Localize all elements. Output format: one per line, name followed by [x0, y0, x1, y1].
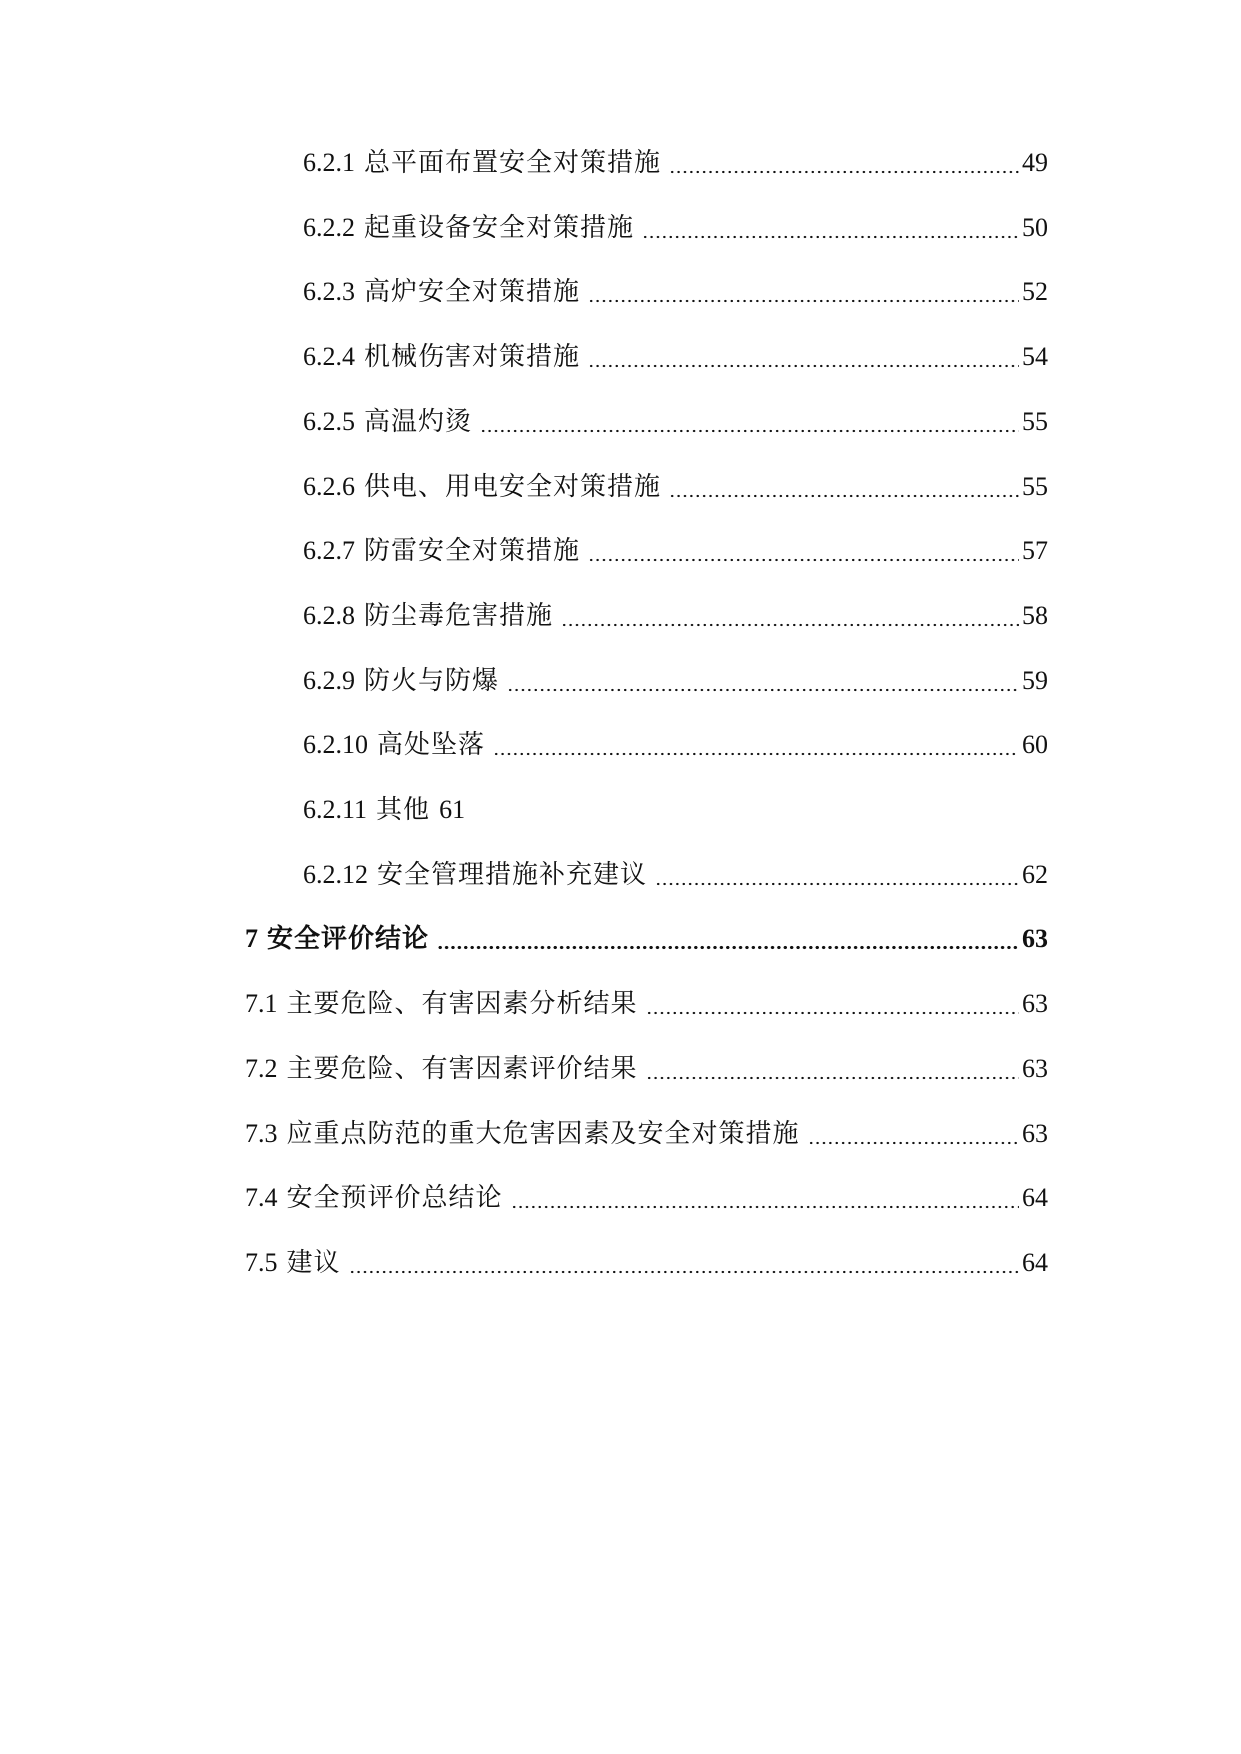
toc-entry-page-number: 57: [1022, 536, 1048, 566]
toc-entry-title: 建议: [286, 1247, 341, 1277]
toc-dot-leader: [480, 411, 1019, 433]
toc-entry-title: 安全管理措施补充建议: [377, 859, 648, 889]
toc-entry[interactable]: [303, 402, 1048, 442]
toc-entry-number: 6.2.12: [303, 859, 368, 889]
toc-entry[interactable]: [245, 919, 1048, 959]
toc-entry-number: 6.2.3: [303, 277, 355, 307]
toc-entry-page-number: 55: [1022, 471, 1048, 501]
toc-entry[interactable]: [245, 1243, 1048, 1283]
toc-entry-page-number: 64: [1022, 1183, 1048, 1213]
toc-entry[interactable]: [245, 1178, 1048, 1218]
toc-entry-number: 7.3: [245, 1118, 278, 1148]
toc-entry[interactable]: [303, 790, 1048, 830]
toc-entry-page-number: 62: [1022, 859, 1048, 889]
toc-entry-title: 总平面布置安全对策措施: [364, 148, 662, 177]
toc-dot-leader: [349, 1252, 1019, 1274]
toc-entry-title: 其他: [376, 795, 431, 824]
toc-entry-title: 应重点防范的重大危害因素及安全对策措施: [286, 1118, 800, 1148]
toc-dot-leader: [561, 605, 1019, 627]
toc-entry-page-number: 54: [1022, 342, 1048, 372]
toc-entry[interactable]: [245, 1049, 1048, 1089]
toc-entry-page-number: 63: [1022, 1118, 1048, 1148]
toc-entry-number: 6.2.1: [303, 148, 355, 177]
toc-entry-page-number: 55: [1022, 406, 1048, 436]
toc-entry-page-number: 63: [1022, 1053, 1048, 1083]
toc-entry-page-number: 52: [1022, 277, 1048, 307]
toc-entry-title: 安全评价结论: [267, 924, 430, 954]
toc-entry-title: 高炉安全对策措施: [364, 277, 581, 307]
toc-dot-leader: [493, 734, 1019, 756]
toc-entry-number: 6.2.11: [303, 795, 368, 824]
toc-entry-number: 6.2.2: [303, 212, 355, 242]
toc-entry[interactable]: [303, 208, 1048, 248]
toc-entry-title: 起重设备安全对策措施: [364, 212, 635, 242]
toc-dot-leader: [642, 217, 1019, 239]
toc-dot-leader: [655, 864, 1019, 886]
toc-entry-number: 6.2.10: [303, 730, 368, 760]
toc-entry-title: 防火与防爆: [364, 665, 500, 695]
toc-entry-title: 机械伤害对策措施: [364, 342, 581, 372]
toc-entry[interactable]: [303, 855, 1048, 895]
toc-dot-leader: [808, 1123, 1019, 1145]
toc-entry[interactable]: [303, 272, 1048, 312]
toc-entry-page-number: 64: [1022, 1247, 1048, 1277]
toc-entry-number: 6.2.6: [303, 471, 355, 501]
toc-entry-title: 防雷安全对策措施: [364, 536, 581, 566]
toc-entry-page-number: 63: [1022, 989, 1048, 1019]
toc-entry-page-number: 58: [1022, 600, 1048, 630]
toc-entry-number: 7.5: [245, 1247, 278, 1277]
toc-entry-number: 7.1: [245, 989, 278, 1019]
toc-entry-title: 主要危险、有害因素分析结果: [286, 989, 638, 1019]
toc-dot-leader: [588, 346, 1019, 368]
toc-dot-leader: [511, 1187, 1019, 1209]
toc-entry-page-number: 63: [1022, 924, 1048, 954]
toc-entry[interactable]: [303, 725, 1048, 765]
toc-entry-number: 6.2.4: [303, 342, 355, 372]
toc-entry-number: 7.2: [245, 1053, 278, 1083]
toc-dot-leader: [669, 152, 1019, 174]
toc-dot-leader: [588, 540, 1019, 562]
toc-entry[interactable]: [245, 1114, 1048, 1154]
toc-entry-title: 高处坠落: [377, 730, 486, 760]
toc-entry-page-number: 50: [1022, 212, 1048, 242]
toc-entry-title: 高温灼烫: [364, 406, 473, 436]
toc-entry-title: 安全预评价总结论: [286, 1183, 503, 1213]
toc-entry-number: 7: [245, 924, 258, 954]
toc-dot-leader: [507, 670, 1019, 692]
toc-entry-page-number: 61: [439, 795, 466, 824]
toc-dot-leader: [669, 476, 1019, 498]
toc-entry-number: 7.4: [245, 1183, 278, 1213]
toc-entry-title: 防尘毒危害措施: [364, 600, 554, 630]
toc-entry-page-number: 60: [1022, 730, 1048, 760]
toc-entry[interactable]: [245, 984, 1048, 1024]
toc-entry-number: 6.2.8: [303, 600, 355, 630]
toc-dot-leader: [437, 928, 1019, 950]
toc-dot-leader: [646, 993, 1019, 1015]
toc-entry-number: 6.2.5: [303, 406, 355, 436]
toc-entry-number: 6.2.9: [303, 665, 355, 695]
toc-entry-title: 主要危险、有害因素评价结果: [286, 1053, 638, 1083]
toc-dot-leader: [588, 281, 1019, 303]
toc-entry[interactable]: [303, 661, 1048, 701]
toc-entry[interactable]: [303, 531, 1048, 571]
toc-entry-title: 供电、用电安全对策措施: [364, 471, 662, 501]
toc-entry[interactable]: [303, 337, 1048, 377]
toc-dot-leader: [646, 1058, 1019, 1080]
toc-entry[interactable]: [303, 143, 1048, 183]
toc-entry[interactable]: [303, 596, 1048, 636]
toc-entry-page-number: 59: [1022, 665, 1048, 695]
toc-entry[interactable]: [303, 467, 1048, 507]
toc-entry-number: 6.2.7: [303, 536, 355, 566]
toc-entry-page-number: 49: [1022, 148, 1048, 177]
